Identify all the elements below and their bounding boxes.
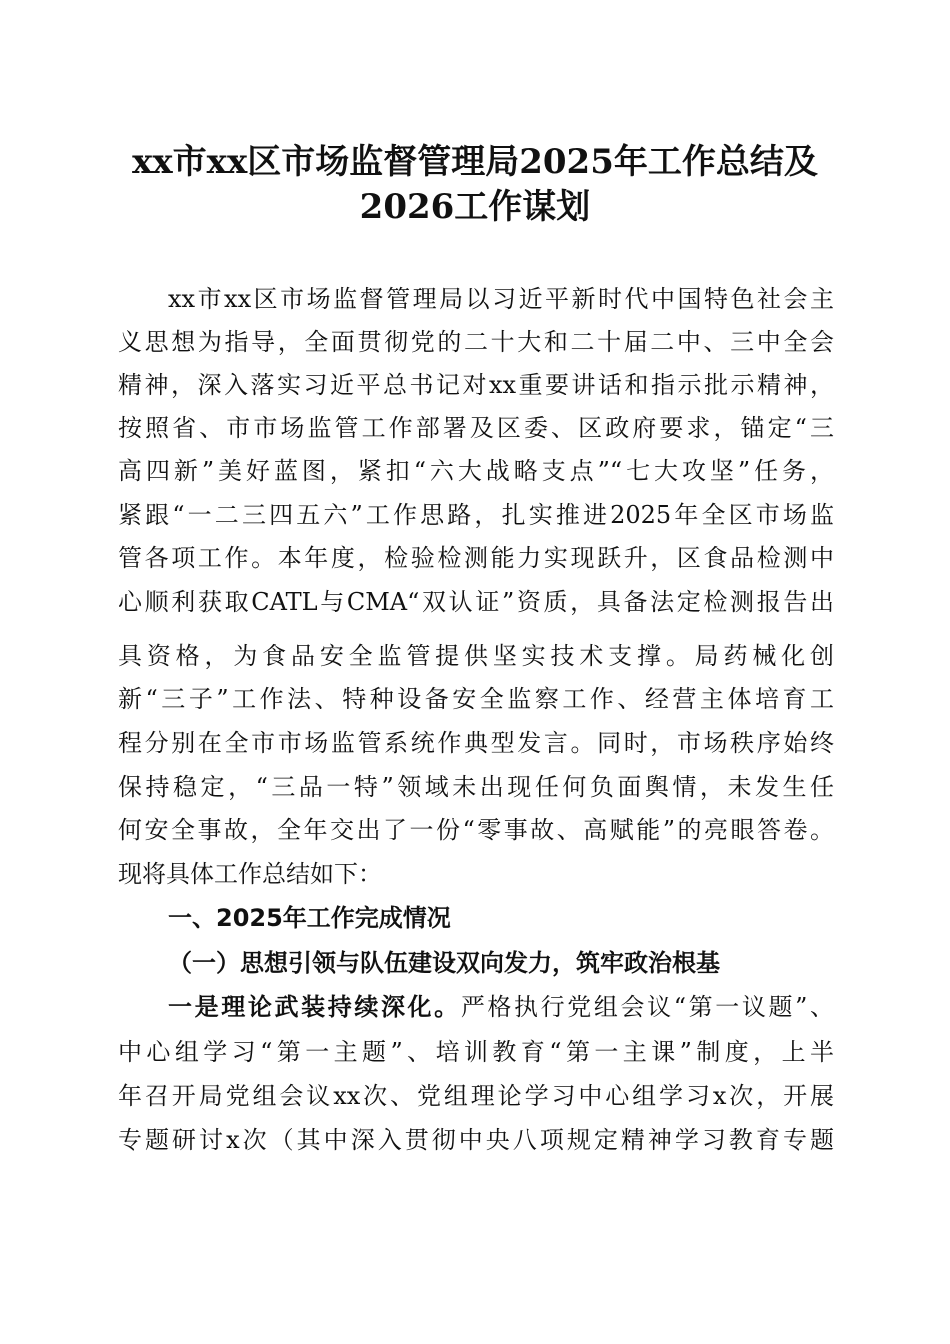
intro-line: xx市xx区市场监督管理局以习近平新时代中国特色社会主: [168, 285, 834, 313]
document-title-line1: xx市xx区市场监督管理局2025年工作总结及: [132, 142, 818, 182]
intro-line: 心顺利获取CATL与CMA“双认证”资质，具备法定检测报告出: [118, 588, 834, 616]
intro-line: 保持稳定，“三品一特”领域未出现任何负面舆情，未发生任: [118, 773, 834, 801]
paragraph-line: 中心组学习“第一主题”、培训教育“第一主课”制度，上半: [118, 1038, 834, 1066]
subsection-heading: （一）思想引领与队伍建设双向发力，筑牢政治根基: [168, 948, 720, 977]
paragraph-lead: 一是理论武装持续深化。: [168, 993, 461, 1021]
intro-line: 何安全事故，全年交出了一份“零事故、高赋能”的亮眼答卷。: [118, 816, 834, 844]
paragraph-line: 专题研讨x次（其中深入贯彻中央八项规定精神学习教育专题: [118, 1126, 834, 1154]
intro-line: 精神，深入落实习近平总书记对xx重要讲话和指示批示精神，: [118, 371, 834, 399]
section-heading: 一、2025年工作完成情况: [168, 904, 451, 932]
intro-line: 紧跟“一二三四五六”工作思路，扎实推进2025年全区市场监: [118, 501, 834, 529]
intro-line: 管各项工作。本年度，检验检测能力实现跃升，区食品检测中: [118, 544, 834, 572]
intro-line: 高四新”美好蓝图，紧扣“六大战略支点”“七大攻坚”任务，: [118, 457, 834, 485]
intro-line: 义思想为指导，全面贯彻党的二十大和二十届二中、三中全会: [118, 328, 834, 356]
paragraph-first-rest: 严格执行党组会议“第一议题”、: [460, 993, 835, 1021]
intro-line: 程分别在全市市场监管系统作典型发言。同时，市场秩序始终: [118, 729, 834, 757]
intro-line: 具资格，为食品安全监管提供坚实技术支撑。局药械化创: [118, 642, 834, 670]
paragraph-line: 年召开局党组会议xx次、党组理论学习中心组学习x次，开展: [118, 1082, 834, 1110]
document-title-line2: 2026工作谋划: [359, 187, 591, 227]
intro-line: 新“三子”工作法、特种设备安全监察工作、经营主体培育工: [118, 685, 834, 713]
intro-line: 按照省、市市场监管工作部署及区委、区政府要求，锚定“三: [118, 414, 834, 442]
paragraph-line: [168, 985, 834, 1029]
intro-line: 现将具体工作总结如下：: [118, 860, 382, 888]
